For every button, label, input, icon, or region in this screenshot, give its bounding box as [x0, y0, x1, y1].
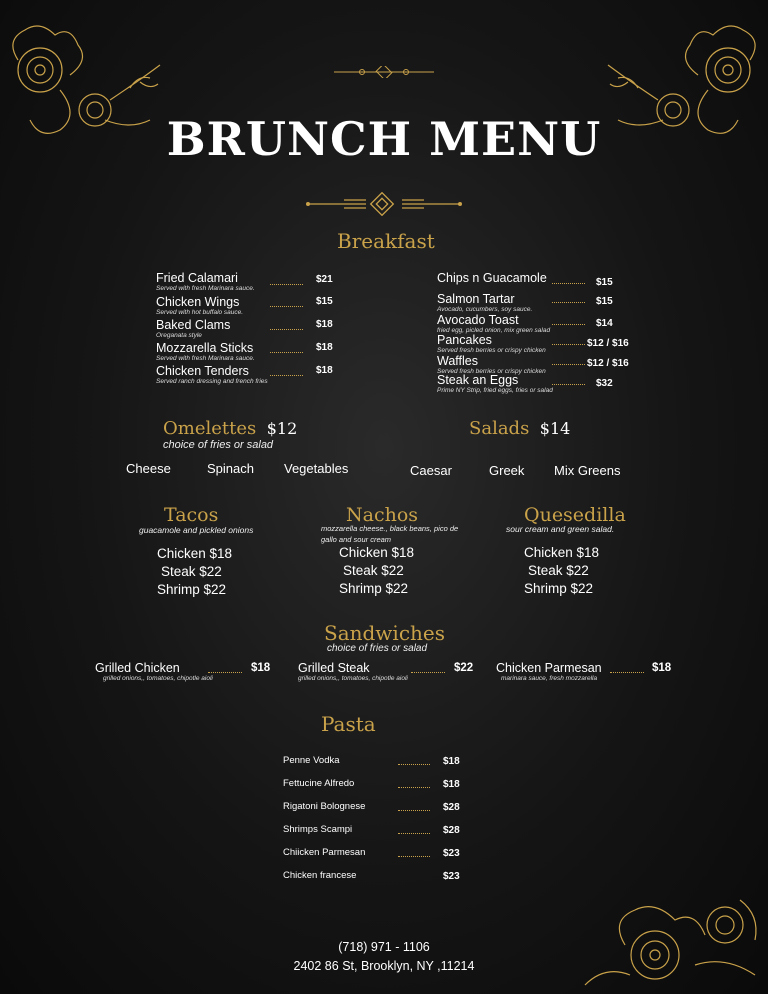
leader-dots [398, 833, 430, 834]
protein-option: Chicken $18 [524, 545, 600, 560]
item-name: Salmon Tartar [437, 292, 515, 306]
item-desc: grilled onions,, tomatoes, chipotle aioli [103, 675, 213, 682]
item-price: $22 [454, 662, 474, 674]
item-name: Chicken Parmesan [496, 661, 602, 675]
pasta-item-price: $18 [443, 779, 460, 790]
item-desc: Served ranch dressing and french fries [156, 378, 268, 385]
leader-dots [398, 810, 430, 811]
pasta-item-name: Penne Vodka [283, 755, 340, 766]
sandwich-item [95, 661, 213, 682]
item-name: Chicken Tenders [156, 364, 249, 378]
item-price: $18 [316, 365, 333, 376]
leader-dots [552, 302, 585, 303]
quesadilla-title: Quesedilla [524, 504, 626, 526]
item-desc: Avocado, cucumbers, soy sauce. [437, 306, 533, 313]
pasta-item-name: Fettucine Alfredo [283, 778, 355, 789]
leader-dots [208, 672, 242, 673]
item-name: Chicken Wings [156, 295, 240, 309]
leader-dots [398, 856, 430, 857]
leader-dots [398, 764, 430, 765]
protein-option: Steak $22 [161, 564, 222, 579]
nachos-note [321, 523, 458, 545]
item-name: Fried Calamari [156, 271, 238, 285]
salad-option: Mix Greens [554, 463, 621, 478]
item-desc: Prime NY Strip, fried eggs, fries or salad [437, 387, 553, 394]
item-desc: Served fresh berries or crispy chicken [437, 368, 546, 375]
tacos-title: Tacos [164, 504, 219, 526]
pasta-item-price: $28 [443, 802, 460, 813]
nachos-proteins [339, 544, 414, 598]
footer-phone: (718) 971 - 1106 [338, 940, 430, 954]
nachos-note-line2: gallo and sour cream [321, 535, 392, 544]
item-name: Grilled Chicken [95, 661, 180, 675]
protein-option: Chicken $18 [157, 546, 233, 561]
salad-option: Greek [489, 463, 525, 478]
omelettes-heading [163, 418, 297, 439]
omelette-option: Spinach [207, 461, 254, 476]
list-item [437, 333, 546, 354]
list-item [437, 354, 546, 375]
menu-title: BRUNCH MENU [166, 112, 602, 166]
omelettes-title: Omelettes [163, 418, 257, 439]
pasta-item-price: $18 [443, 756, 460, 767]
footer-address: 2402 86 St, Brooklyn, NY ,11214 [293, 959, 475, 973]
protein-option: Shrimp $22 [157, 582, 227, 597]
tacos-note: guacamole and pickled onions [139, 525, 254, 535]
salads-price: $14 [539, 419, 571, 438]
nachos-title: Nachos [346, 504, 419, 526]
leader-dots [270, 375, 303, 376]
protein-option: Shrimp $22 [524, 581, 594, 596]
pasta-item-price: $23 [443, 871, 460, 882]
leader-dots [270, 284, 303, 285]
leader-dots [270, 306, 303, 307]
item-desc: grilled onions,, tomatoes, chipotle aioli [298, 675, 408, 682]
leader-dots [552, 384, 585, 385]
pasta-item-price: $28 [443, 825, 460, 836]
list-item [437, 313, 550, 334]
item-name: Waffles [437, 354, 478, 368]
footer-contact [0, 938, 768, 976]
item-price: $32 [596, 378, 613, 389]
protein-option: Steak $22 [343, 563, 404, 578]
salad-option: Caesar [410, 463, 452, 478]
omelette-option: Cheese [126, 461, 171, 476]
item-desc: marinara sauce, fresh mozzarella [501, 675, 598, 682]
item-price: $12 / $16 [587, 358, 629, 369]
leader-dots [398, 787, 430, 788]
list-item [156, 364, 268, 385]
list-item [156, 318, 230, 339]
leader-dots [411, 672, 445, 673]
protein-option: Shrimp $22 [339, 581, 409, 596]
salads-title: Salads [469, 418, 530, 439]
item-price: $18 [316, 319, 333, 330]
protein-option: Steak $22 [528, 563, 589, 578]
leader-dots [610, 672, 644, 673]
sandwich-item [298, 661, 408, 682]
omelettes-note: choice of fries or salad [163, 439, 274, 451]
item-name: Pancakes [437, 333, 492, 347]
pasta-item-name: Rigatoni Bolognese [283, 801, 366, 812]
item-desc: fried egg, picled onion, mix green salad [437, 327, 551, 334]
quesadilla-proteins [524, 544, 599, 598]
item-price: $14 [596, 318, 613, 329]
item-name: Steak an Eggs [437, 373, 519, 387]
list-item [156, 295, 243, 316]
leader-dots [552, 324, 585, 325]
item-name: Grilled Steak [298, 661, 370, 675]
salads-heading [469, 418, 570, 439]
pasta-item-name: Shrimps Scampi [283, 824, 353, 835]
omelettes-price: $12 [266, 419, 298, 438]
item-name: Avocado Toast [437, 313, 519, 327]
item-desc: Served with fresh Marinara sauce. [156, 355, 255, 362]
ornament-divider-top-icon [332, 66, 436, 78]
item-name: Baked Clams [156, 318, 231, 332]
quesadilla-note: sour cream and green salad. [506, 524, 615, 534]
leader-dots [270, 352, 303, 353]
item-price: $12 / $16 [587, 338, 629, 349]
list-item [156, 271, 255, 292]
sandwich-item [496, 661, 602, 682]
list-item [156, 341, 255, 362]
item-desc: Served fresh berries or crispy chicken [437, 347, 546, 354]
ornament-divider-title-icon [304, 192, 464, 216]
item-desc: Oreganata style [156, 332, 202, 339]
item-price: $15 [596, 277, 613, 288]
item-name: Chips n Guacamole [437, 271, 547, 285]
protein-option: Chicken $18 [339, 545, 415, 560]
leader-dots [552, 283, 585, 284]
leader-dots [270, 329, 303, 330]
pasta-item-name: Chicken francese [283, 870, 357, 881]
pasta-item-price: $23 [443, 848, 460, 859]
tacos-proteins [157, 545, 232, 599]
leader-dots [552, 364, 585, 365]
item-price: $21 [316, 274, 333, 285]
item-desc: Served with hot buffalo sauce. [156, 309, 244, 316]
nachos-note-line1: mozzarella cheese., black beans, pico de [321, 524, 459, 533]
pasta-item-name: Chiicken Parmesan [283, 847, 366, 858]
breakfast-title: Breakfast [337, 229, 435, 253]
item-price: $18 [652, 662, 672, 674]
item-price: $15 [316, 296, 333, 307]
item-name: Mozzarella Sticks [156, 341, 254, 355]
item-price: $15 [596, 296, 613, 307]
omelette-option: Vegetables [284, 461, 349, 476]
item-price: $18 [316, 342, 333, 353]
sandwiches-note: choice of fries or salad [327, 643, 428, 654]
list-item [437, 292, 532, 313]
item-price: $18 [251, 662, 271, 674]
list-item [437, 373, 553, 394]
list-item [437, 271, 547, 285]
sandwiches-title: Sandwiches [324, 621, 446, 645]
pasta-title: Pasta [321, 712, 376, 736]
item-desc: Served with fresh Marinara sauce. [156, 285, 255, 292]
leader-dots [552, 344, 585, 345]
